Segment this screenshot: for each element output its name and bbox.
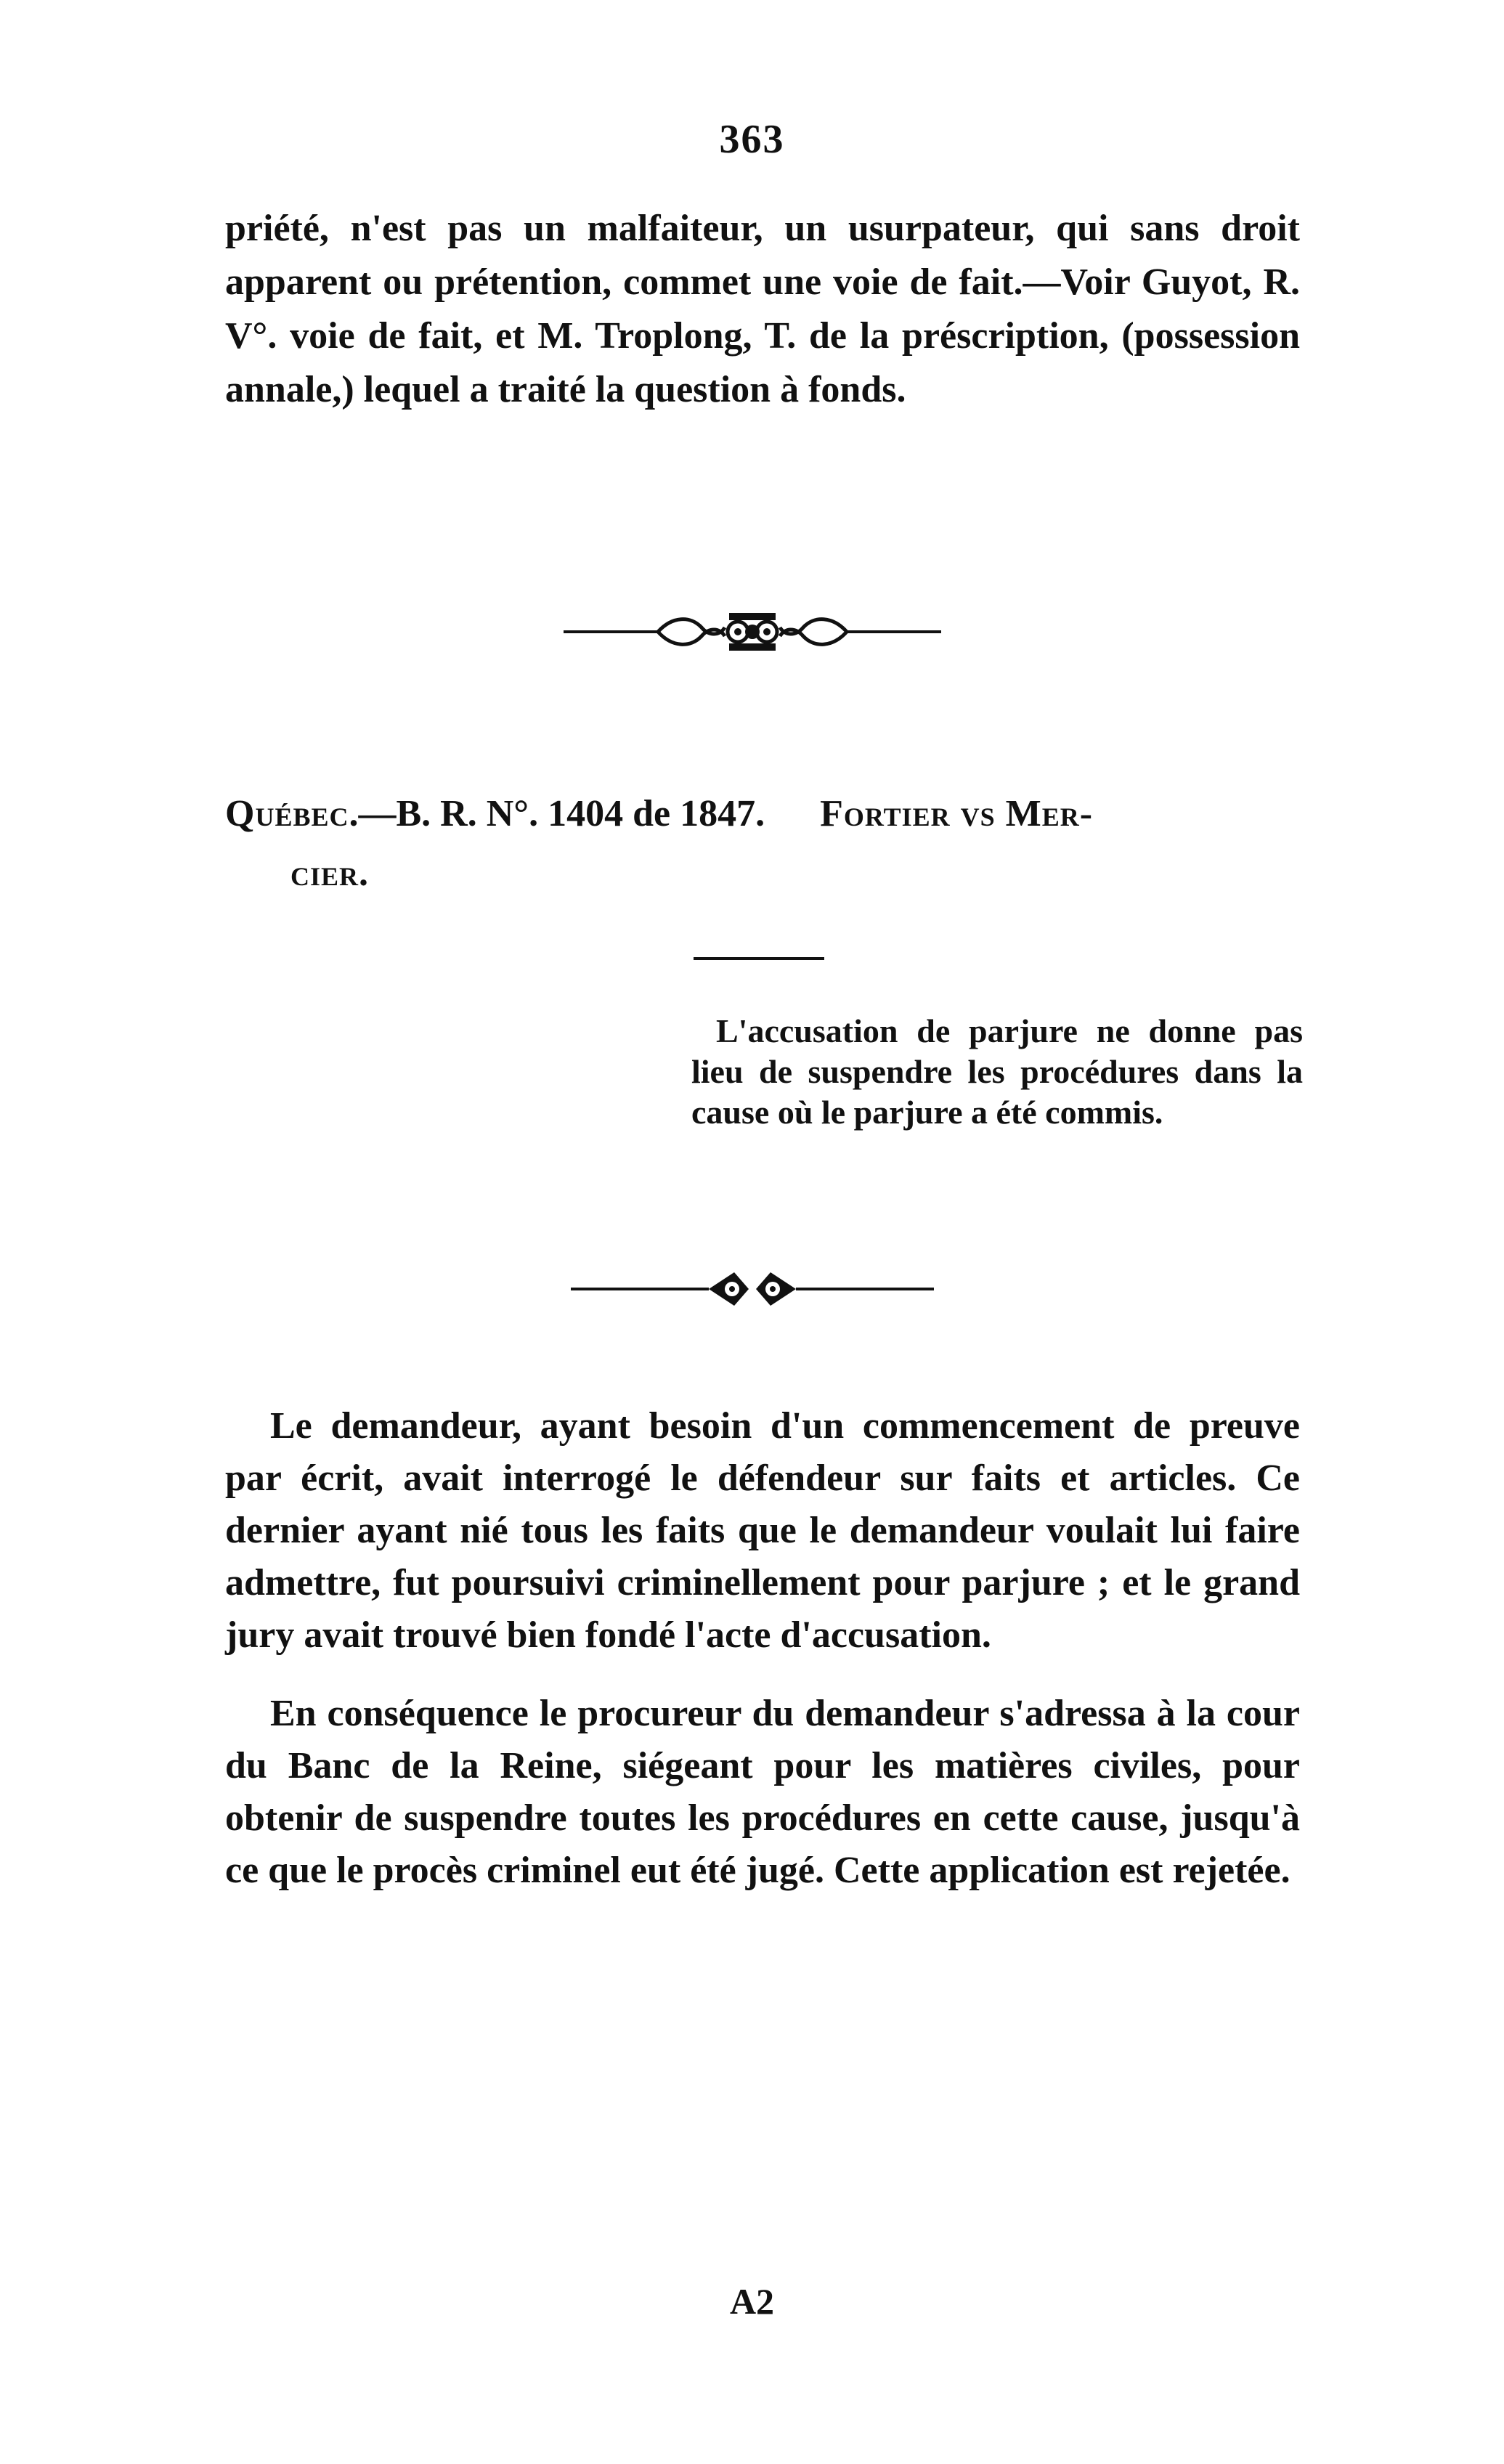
case-parties-continued: cier.: [290, 853, 370, 894]
body-paragraph-1: Le demandeur, ayant besoin d'un commencement de preuve par écrit, avait interrogé le défendeur sur faits et articles. Ce dernier ayant nié tous les faits que le demandeur voulait lui faire admettre, fut poursuivi criminellement pour parjure ; et le grand jury avait trouvé bien fondé l'acte d'accusation.: [225, 1405, 1300, 1656]
case-place: Québec: [225, 793, 349, 834]
decorative-ornament-top: [0, 603, 1504, 661]
continuation-paragraph: [225, 202, 1300, 417]
decorative-ornament-bottom: [0, 1264, 1504, 1314]
case-parties: Fortier vs Mer-: [820, 793, 1094, 834]
case-heading: [225, 784, 1300, 903]
body-paragraph-2: En conséquence le procureur du demandeur s'adressa à la cour du Banc de la Reine, siégeant pour les matières civiles, pour obtenir de suspendre toutes les procédures en cette cause, jusqu'à ce que le procès criminel eut été jugé. Cette application est rejetée.: [225, 1693, 1300, 1891]
case-court-reference: .—B. R. N°. 1404 de 1847.: [349, 793, 765, 834]
summary-text: L'accusation de parjure ne donne pas lieu de suspendre les procédures dans la cause où le parjure a été commis.: [691, 1012, 1303, 1131]
separator-rule: [694, 957, 824, 960]
continuation-text: priété, n'est pas un malfaiteur, un usurpateur, qui sans droit apparent ou prétention, commet une voie de fait.—Voir Guyot, R. V°. voie de fait, et M. Troplong, T. de la préscription, (possession annale,) lequel a traité la question à fonds.: [225, 208, 1300, 410]
page-number: 363: [719, 117, 785, 162]
case-summary: [691, 1011, 1303, 1133]
ornament-diamond-icon: [571, 1264, 934, 1314]
case-body: [225, 1400, 1300, 1923]
printer-signature-mark: A2: [729, 2281, 775, 2322]
ornament-flourish-icon: [564, 603, 941, 661]
